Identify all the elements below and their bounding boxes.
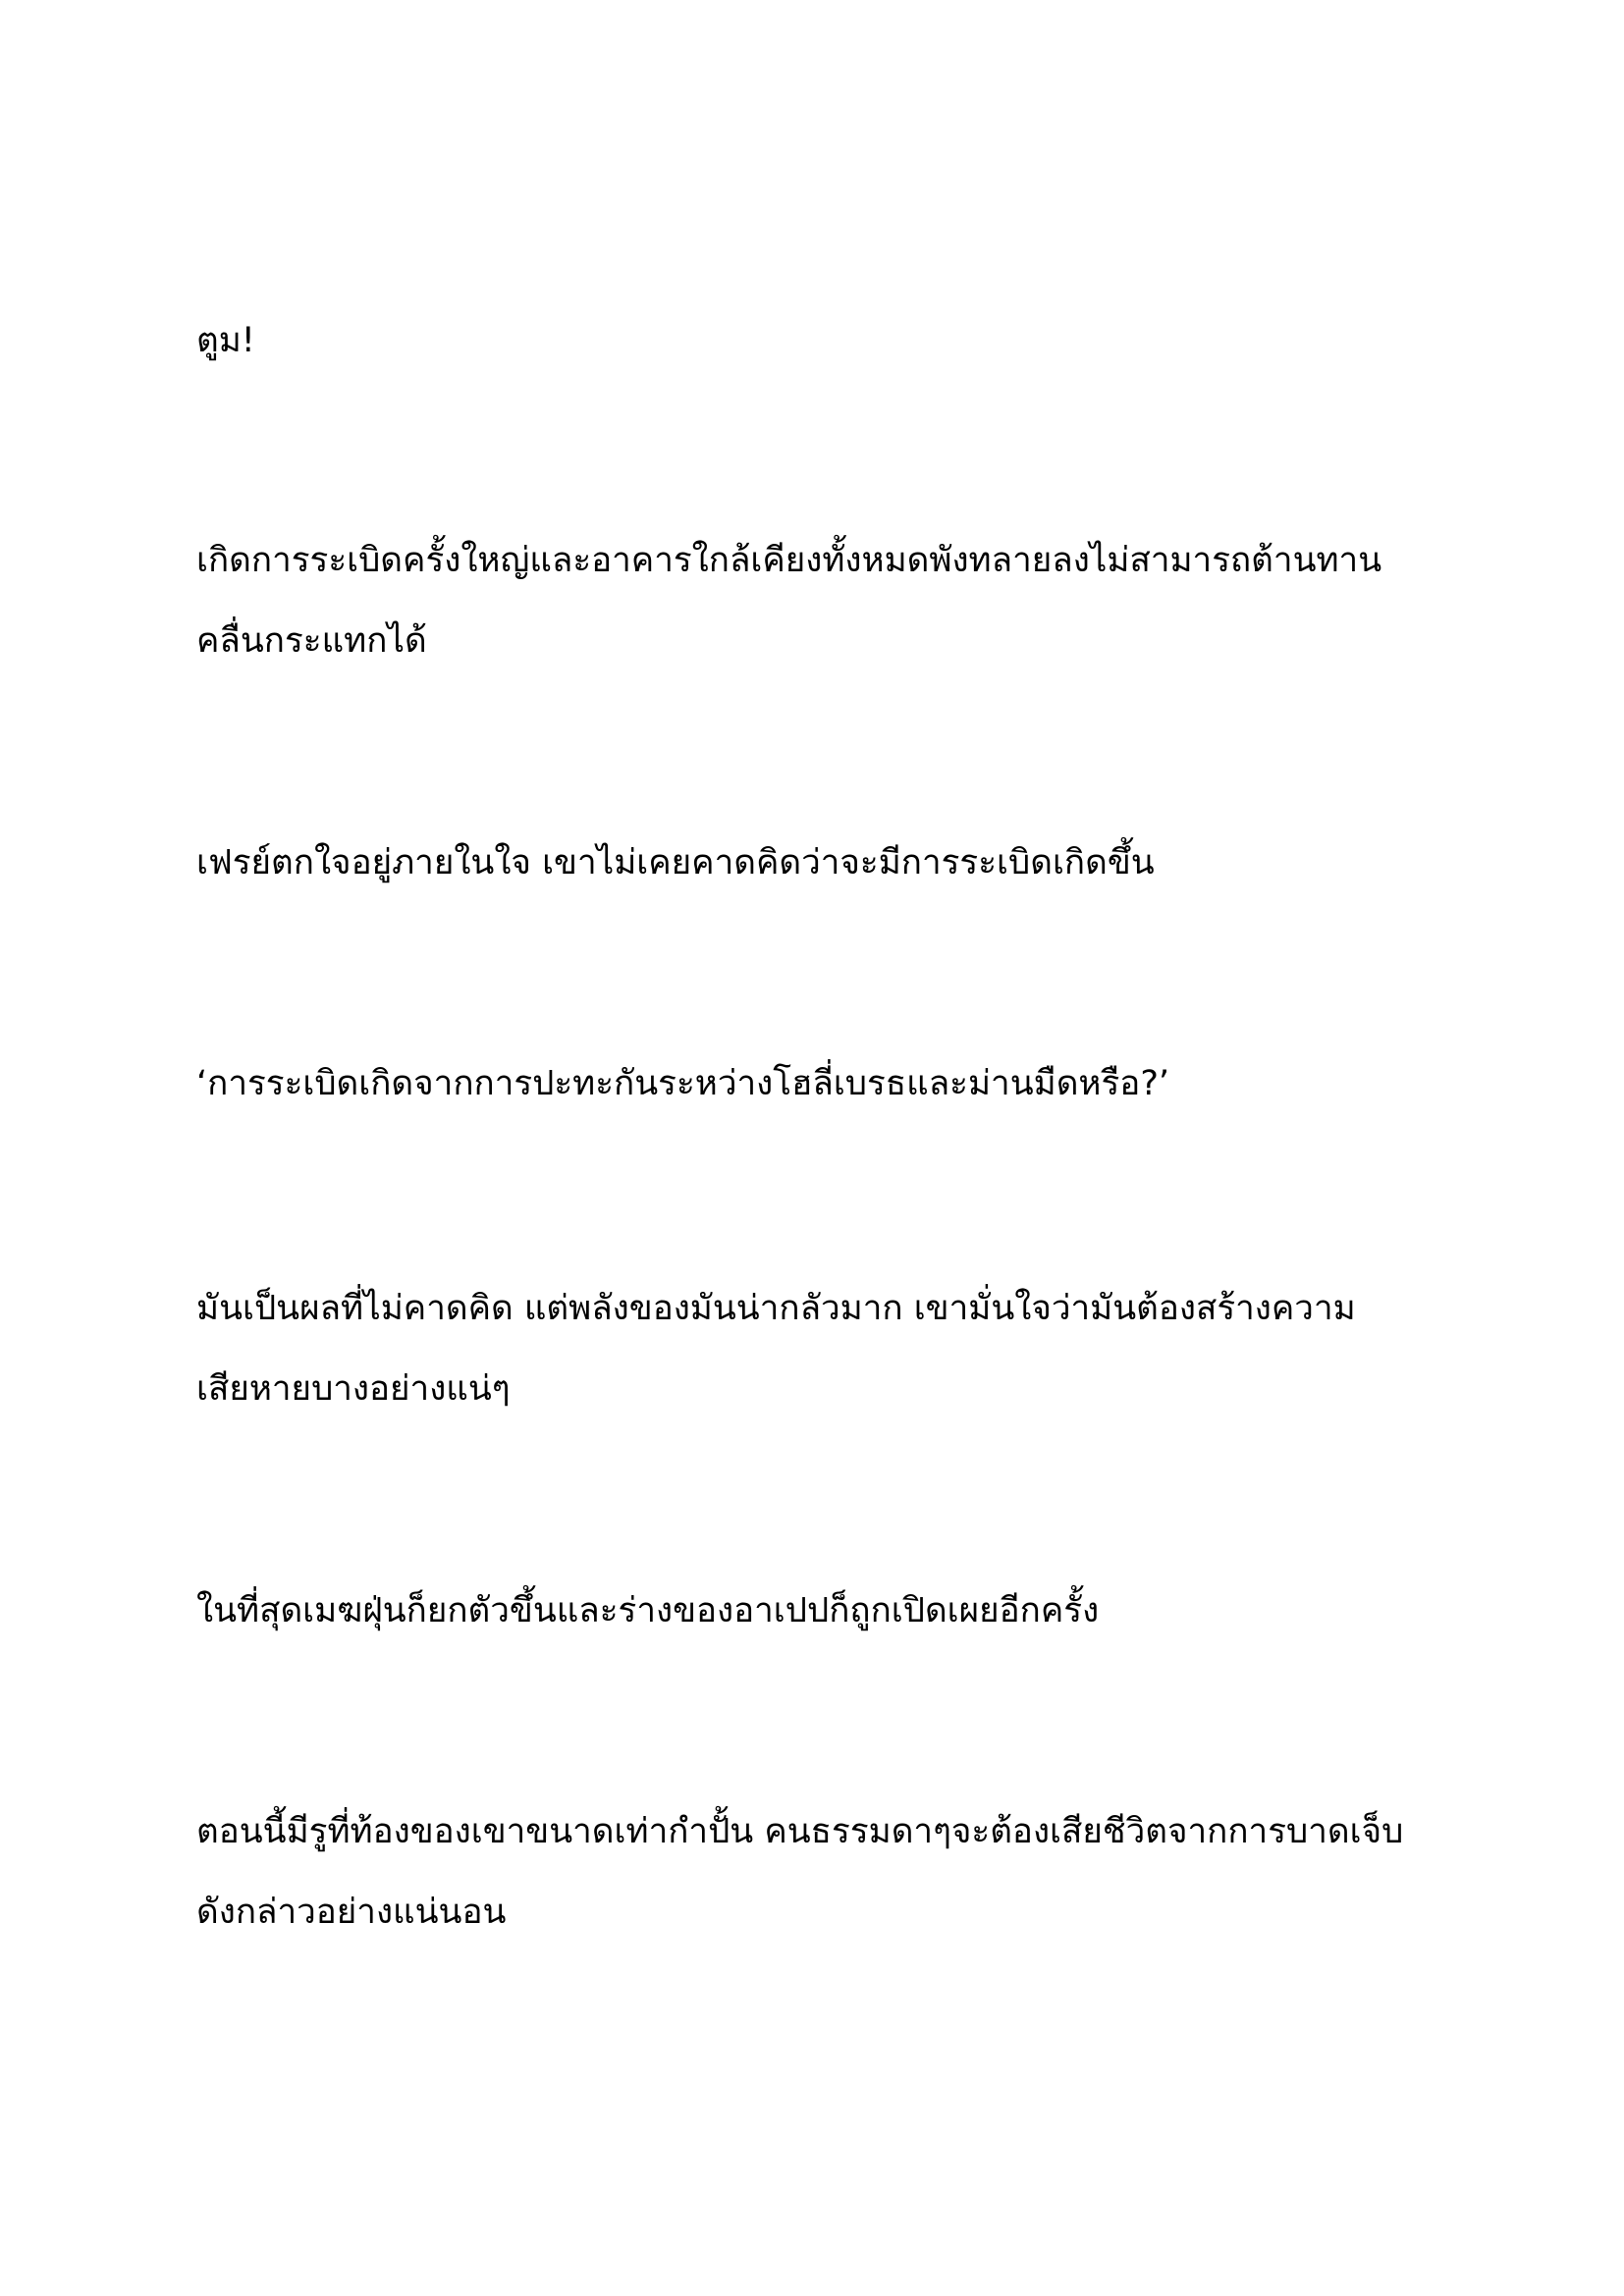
- paragraph-line: เสียหายบางอย่างแน่ๆ: [196, 1369, 511, 1409]
- paragraph-thought: [196, 1043, 1463, 1124]
- paragraph-explosion: [196, 520, 1463, 681]
- paragraph-line: เกิดการระเบิดครั้งใหญ่และอาคารใกล้เคียงทั้งหมดพังทลายลงไม่สามารถต้านทาน: [196, 541, 1382, 580]
- paragraph-unexpected-result: [196, 1268, 1463, 1429]
- paragraph-boom: [196, 300, 1463, 381]
- paragraph-wound: [196, 1791, 1463, 1952]
- paragraph-line: ในที่สุดเมฆฝุ่นก็ยกตัวขึ้นและร่างของอาเปปก็ถูกเปิดเผยอีกครั้ง: [196, 1591, 1100, 1630]
- paragraph-line: เฟรย์ตกใจอยู่ภายในใจ เขาไม่เคยคาดคิดว่าจะมีการระเบิดเกิดขึ้น: [196, 843, 1155, 882]
- paragraph-dust-cloud: [196, 1571, 1463, 1651]
- paragraph-line: คลื่นกระแทกได้: [196, 621, 427, 661]
- paragraph-line: ดังกล่าวอย่างแน่นอน: [196, 1893, 507, 1932]
- paragraph-frey-shock: [196, 823, 1463, 903]
- paragraph-line: ‘การระเบิดเกิดจากการปะทะกันระหว่างโฮลี่เบรธและม่านมืดหรือ?’: [196, 1064, 1170, 1103]
- paragraph-line: ตูม!: [196, 321, 255, 360]
- paragraph-line: ตอนนี้มีรูที่ท้องของเขาขนาดเท่ากำปั้น คนธรรมดาๆจะต้องเสียชีวิตจากการบาดเจ็บ: [196, 1812, 1404, 1851]
- paragraph-line: มันเป็นผลที่ไม่คาดคิด แต่พลังของมันน่ากลัวมาก เขามั่นใจว่ามันต้องสร้างความ: [196, 1289, 1356, 1328]
